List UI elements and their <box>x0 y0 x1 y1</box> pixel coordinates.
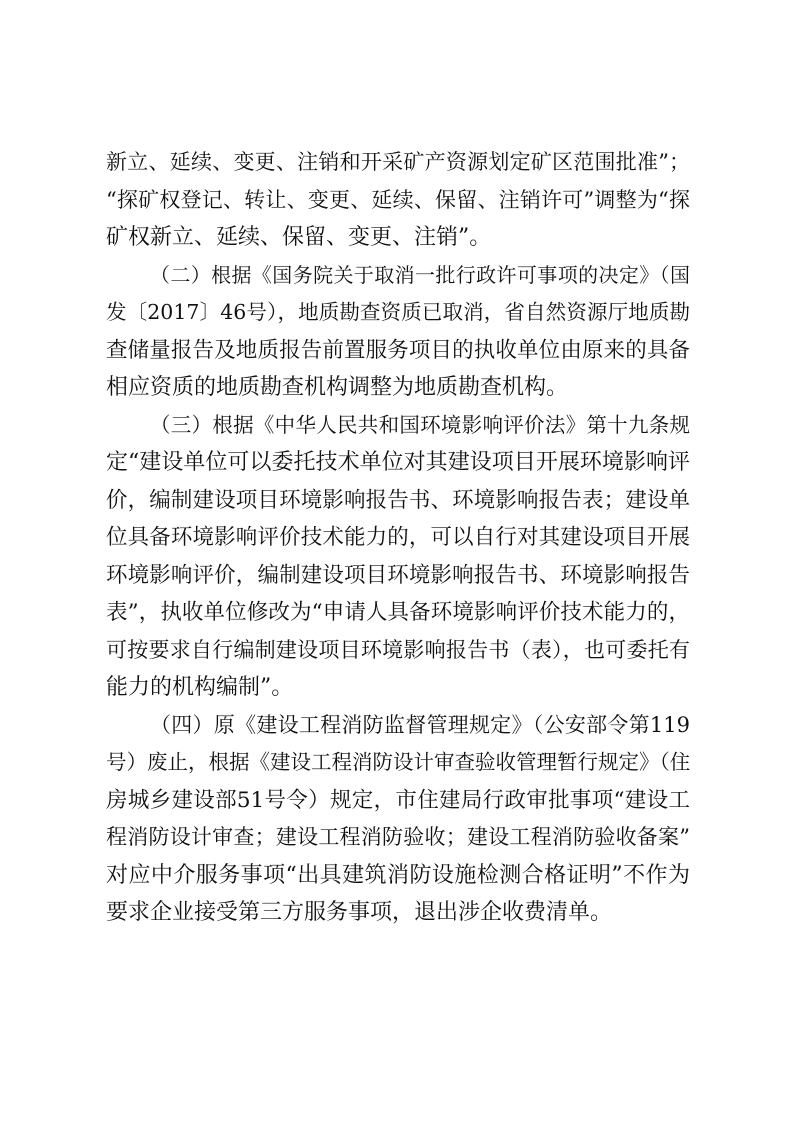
text-line: 程消防设计审查；建设工程消防验收；建设工程消防验收备案” <box>106 825 690 849</box>
text-line: 号）废止，根据《建设工程消防设计审查验收管理暂行规定》（住 <box>106 750 691 774</box>
text-line: （二）根据《国务院关于取消一批行政许可事项的决定》（国 <box>150 262 690 287</box>
text-line: 要求企业接受第三方服务事项，退出涉企收费清单。 <box>106 900 613 925</box>
text-line: 查储量报告及地质报告前置服务项目的执收单位由原来的具备 <box>106 337 690 363</box>
paragraph-item-4 <box>106 707 690 932</box>
text-line: 对应中介服务事项“出具建筑消防设施检测合格证明”不作为 <box>106 862 690 888</box>
text-line: 可按要求自行编制建设项目环境影响报告书（表），也可委托有 <box>106 637 690 662</box>
text-line: （四）原《建设工程消防监督管理规定》（公安部令第119 <box>150 712 690 737</box>
text-line: 发〔2017〕46号），地质勘查资质已取消，省自然资源厅地质勘 <box>106 300 690 324</box>
text-line: “探矿权登记、转让、变更、延续、保留、注销许可”调整为“探 <box>106 187 690 212</box>
text-line: 表”，执收单位修改为“申请人具备环境影响评价技术能力的， <box>106 600 690 625</box>
paragraph-continuation <box>106 144 690 257</box>
document-body <box>106 144 690 932</box>
text-line: 能力的机构编制”。 <box>106 675 294 700</box>
text-line: 房城乡建设部51号令）规定，市住建局行政审批事项“建设工 <box>106 787 690 813</box>
paragraph-item-2 <box>106 257 690 407</box>
paragraph-item-3 <box>106 407 690 707</box>
text-line: 相应资质的地质勘查机构调整为地质勘查机构。 <box>106 375 569 400</box>
text-line: 矿权新立、延续、保留、变更、注销”。 <box>106 225 492 250</box>
text-line: 位具备环境影响评价技术能力的，可以自行对其建设项目开展 <box>106 525 690 550</box>
text-line: 环境影响评价，编制建设项目环境影响报告书、环境影响报告 <box>106 562 690 588</box>
text-line: 价，编制建设项目环境影响报告书、环境影响报告表；建设单 <box>106 487 690 513</box>
text-line: 定“建设单位可以委托技术单位对其建设项目开展环境影响评 <box>106 450 690 475</box>
text-line: 新立、延续、变更、注销和开采矿产资源划定矿区范围批准”； <box>106 150 690 174</box>
text-line: （三）根据《中华人民共和国环境影响评价法》第十九条规 <box>150 412 690 437</box>
